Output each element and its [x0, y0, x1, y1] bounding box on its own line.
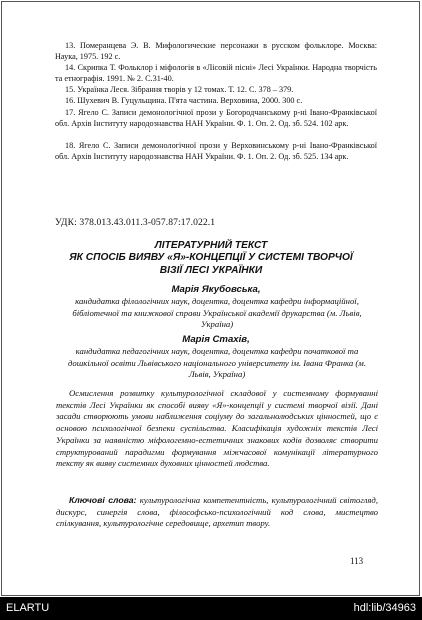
keywords — [56, 495, 378, 530]
abstract: Осмислення розвитку культурологічної складової у системному формуванні текстів Лесі Українки як способі вияву «Я»-концепції у системі творчої візії. Дані засади створюють умови наближення соціуму до загальнолюдських цінностей, що є основою психологічної безпеки суспільства. Класифікація художніх текстів Лесі Українки за наявністю міфологемно-естетичних знакових кодів дозволяє створити структурований парадигми формування міжчасової комунікації літературного тексту як виявy системних духовних цінностей людства. — [56, 388, 378, 469]
keywords-label: Ключові слова: — [69, 495, 137, 505]
reference-15: 15. Українка Леся. Зібрання творів у 12 томах. Т. 12. С. 378 – 379. — [65, 85, 294, 94]
article-title — [40, 240, 382, 277]
udc-code: УДК: 378.013.43.011.3-057.87:17.022.1 — [55, 217, 216, 228]
title-line-2: ЯК СПОСІБ ВИЯВУ «Я»-КОНЦЕПЦІЇ У СИСТЕМІ ТВОРЧОЇ — [69, 252, 353, 264]
reference-14: 14. Скрипка Т. Фольклор і міфологія в «Лісовій пісні» Лесі Українки. Народна творчість та етнографія. 1991. № 2. С.31-40. — [55, 63, 377, 83]
keywords-list: культурологічна компетентність, культурологічний світогляд, дискурс, синергія слова, філософсько-психологічний код слова, мистецтво спілкування, культурологічне середовище, архетип твору. — [56, 495, 378, 529]
reference-17: 17. Ягело С. Записи демонологічної прози у Богородчанському р-ні Івано-Франківської обл. Архів Інституту народознавства НАН України. Ф. 1. Оп. 2. Од. зб. 524. 102 арк. — [55, 108, 377, 128]
title-line-1: ЛІТЕРАТУРНИЙ ТЕКСТ — [154, 240, 268, 251]
reference-16: 16. Шухевич В. Гуцульщина. П'ята частина. Верховина, 2000. 300 с. — [65, 96, 303, 105]
reference-13: 13. Померанцева Э. В. Мифологические персонажи в русском фольклоре. Москва: Наука, 1975. 192 с. — [55, 41, 377, 61]
footer-bar — [0, 597, 422, 620]
page-number: 113 — [350, 556, 364, 566]
author-2-affiliation: кандидатка педагогічних наук, доцентка, доцентка кафедри початкової та дошкільної освіти Львівського національного університету ім. Івана Франка (м. Львів, Україна) — [68, 346, 366, 380]
handle-id: hdl:lib/34963 — [353, 602, 416, 614]
author-1-affiliation: кандидатка філологічних наук, доцентка, доцентка кафедри інформаційної, бібліотечної та книжкової справи Української академії друкарства (м. Львів, Україна) — [72, 296, 362, 330]
reference-18: 18. Ягело С. Записи демонологічної прози у Верховинському р-ні Івано-Франківської обл. Архів Інституту народознавства НАН України. Ф. 1. Оп. 2. Од. зб. 525. 134 арк. — [55, 141, 377, 161]
repository-name: ELARTU — [6, 602, 50, 614]
author-2-name: Марія Стахів, — [182, 334, 250, 345]
author-1-name: Марія Якубовська, — [171, 284, 261, 295]
title-line-3: ВІЗІЇ ЛЕСІ УКРАЇНКИ — [159, 264, 263, 276]
